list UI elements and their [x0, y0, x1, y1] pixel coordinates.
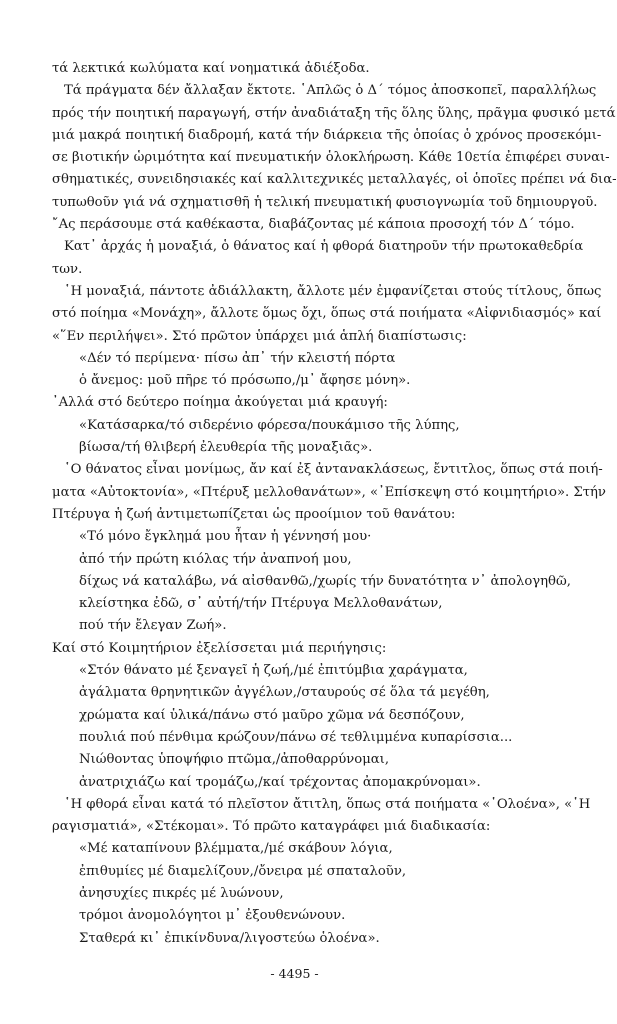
quote-line: «Κατάσαρκα/τό σιδερένιο φόρεσα/πουκάμισο τῆς λύπης, — [79, 417, 460, 433]
quote-line: ὁ ἄνεμος: μοῦ πῆρε τό πρόσωπο,/μ᾽ ἄφησε μόνη». — [79, 373, 411, 389]
quote-line: πού τήν ἔλεγαν Ζωή». — [79, 618, 227, 634]
text-line: Τά πράγματα δέν ἄλλαξαν ἔκτοτε. ῾Απλῶς ὁ Δ΄ τόμος ἀποσκοπεῖ, παραλλήλως — [64, 83, 597, 99]
quote-line: τρόμοι ἀνομολόγητοι μ᾽ ἐξουθενώνουν. — [79, 908, 346, 924]
page-number: - 4495 - — [270, 966, 319, 981]
text-line: ῾Ο θάνατος εἶναι μονίμως, ἄν καί ἐξ ἀντανακλάσεως, ἔντιτλος, ὅπως στά ποιή- — [64, 462, 603, 478]
quote-line: ἀπό τήν πρώτη κιόλας τήν ἀναπνοή μου, — [79, 551, 352, 567]
quote-line: Νιώθοντας ὑποψήφιο πτῶμα,/ἀποθαρρύνομαι, — [79, 752, 390, 768]
text-line: σε βιοτικήν ὡριμότητα καί πνευματικήν ὁλοκλήρωση. Κάθε 10ετία ἐπιφέρει συναι- — [52, 150, 610, 166]
quote-line: «Τό μόνο ἔγκλημά μου ἦταν ἡ γέννησή μου· — [79, 529, 372, 545]
quote-line: πουλιά πού πένθιμα κρώζουν/πάνω σέ τεθλιμμένα κυπαρίσσια... — [79, 729, 513, 745]
text-line: Κατ᾽ ἀρχάς ἡ μοναξιά, ὁ θάνατος καί ἡ φθορά διατηροῦν τήν πρωτοκαθεδρία — [64, 239, 584, 255]
quote-line: κλείστηκα ἐδῶ, σ᾽ αὐτή/τήν Πτέρυγα Μελλοθανάτων, — [79, 596, 443, 612]
quote-line: ἀγάλματα θρηνητικῶν ἀγγέλων,/σταυρούς σέ ὅλα τά μεγέθη, — [79, 685, 490, 701]
quote-line: «Δέν τό περίμενα· πίσω ἀπ᾽ τήν κλειστή πόρτα — [79, 350, 396, 366]
text-line: ματα «Αὐτοκτονία», «Πτέρυξ μελλοθανάτων», «᾽Επίσκεψη στό κοιμητήριο». Στήν — [52, 484, 606, 500]
text-line: των. — [52, 261, 83, 277]
text-line: Πτέρυγα ἡ ζωή ἀντιμετωπίζεται ὡς προοίμιον τοῦ θανάτου: — [52, 506, 456, 522]
quote-line: Σταθερά κι᾽ ἐπικίνδυνα/λιγοστεύω ὁλοένα». — [79, 930, 380, 946]
quote-line: ἐπιθυμίες μέ διαμελίζουν,/ὄνειρα μέ σπαταλοῦν, — [79, 863, 407, 879]
quote-line: «Στόν θάνατο μέ ξεναγεῖ ἡ ζωή,/μέ ἐπιτύμβια χαράγματα, — [79, 663, 468, 679]
text-line: ῎Ας περάσουμε στά καθέκαστα, διαβάζοντας μέ κάποια προσοχή τόν Δ΄ τόμο. — [52, 217, 575, 233]
text-line: ῾Η μοναξιά, πάντοτε ἀδιάλλακτη, ἄλλοτε μέν ἐμφανίζεται στούς τίτλους, ὅπως — [64, 283, 602, 299]
quote-line: «Μέ καταπίνουν βλέμματα,/μέ σκάβουν λόγια, — [79, 841, 393, 857]
text-line: πρός τήν ποιητική παραγωγή, στήν ἀναδιάταξη τῆς ὅλης ὕλης, πρᾶγμα φυσικό μετά — [52, 105, 616, 121]
text-line: τά λεκτικά κωλύματα καί νοηματικά ἀδιέξοδα. — [52, 61, 370, 76]
quote-line: βίωσα/τή θλιβερή ἐλευθερία τῆς μοναξιᾶς». — [79, 440, 373, 456]
quote-line: χρώματα καί ὑλικά/πάνω στό μαῦρο χῶμα νά δεσπόζουν, — [79, 707, 465, 723]
text-line: σθηματικές, συνειδησιακές καί καλλιτεχνικές μεταλλαγές, οἱ ὁποῖες πρέπει νά δια- — [52, 172, 617, 188]
text-line: «῞Εν περιλήψει». Στό πρῶτον ὑπάρχει μιά ἁπλή διαπίστωσις: — [52, 328, 467, 344]
text-line: ᾽Αλλά στό δεύτερο ποίημα ἀκούγεται μιά κραυγή: — [52, 395, 388, 411]
text-line: Καί στό Κοιμητήριον ἐξελίσσεται μιά περιήγησις: — [52, 640, 387, 656]
text-line: ῾Η φθορά εἶναι κατά τό πλεῖστον ἄτιτλη, ὅπως στά ποιήματα «῾Ολοένα», «῾Η — [64, 796, 591, 812]
quote-line: ἀνησυχίες πικρές μέ λυώνουν, — [79, 885, 284, 901]
text-line: μιά μακρά ποιητική διαδρομή, κατά τήν διάρκεια τῆς ὁποίας ὁ χρόνος προσεκόμι- — [52, 127, 602, 143]
text-line: τυπωθοῦν γιά νά σχηματισθῆ ἡ τελική πνευματική φυσιογνωμία τοῦ δημιουργοῦ. — [52, 194, 598, 210]
document-body — [52, 58, 617, 950]
text-line: στό ποίημα «Μονάχη», ἄλλοτε ὅμως ὄχι, ὅπως στά ποιήματα «Αἰφνιδιασμός» καί — [52, 306, 602, 322]
text-line: ραγισματιά», «Στέκομαι». Τό πρῶτο καταγράφει μιά διαδικασία: — [52, 819, 491, 835]
quote-line: δίχως νά καταλάβω, νά αἰσθανθῶ,/χωρίς τήν δυνατότητα ν᾽ ἀπολογηθῶ, — [79, 573, 571, 589]
quote-line: ἀνατριχιάζω καί τρομάζω,/καί τρέχοντας ἀπομακρύνομαι». — [79, 774, 481, 790]
